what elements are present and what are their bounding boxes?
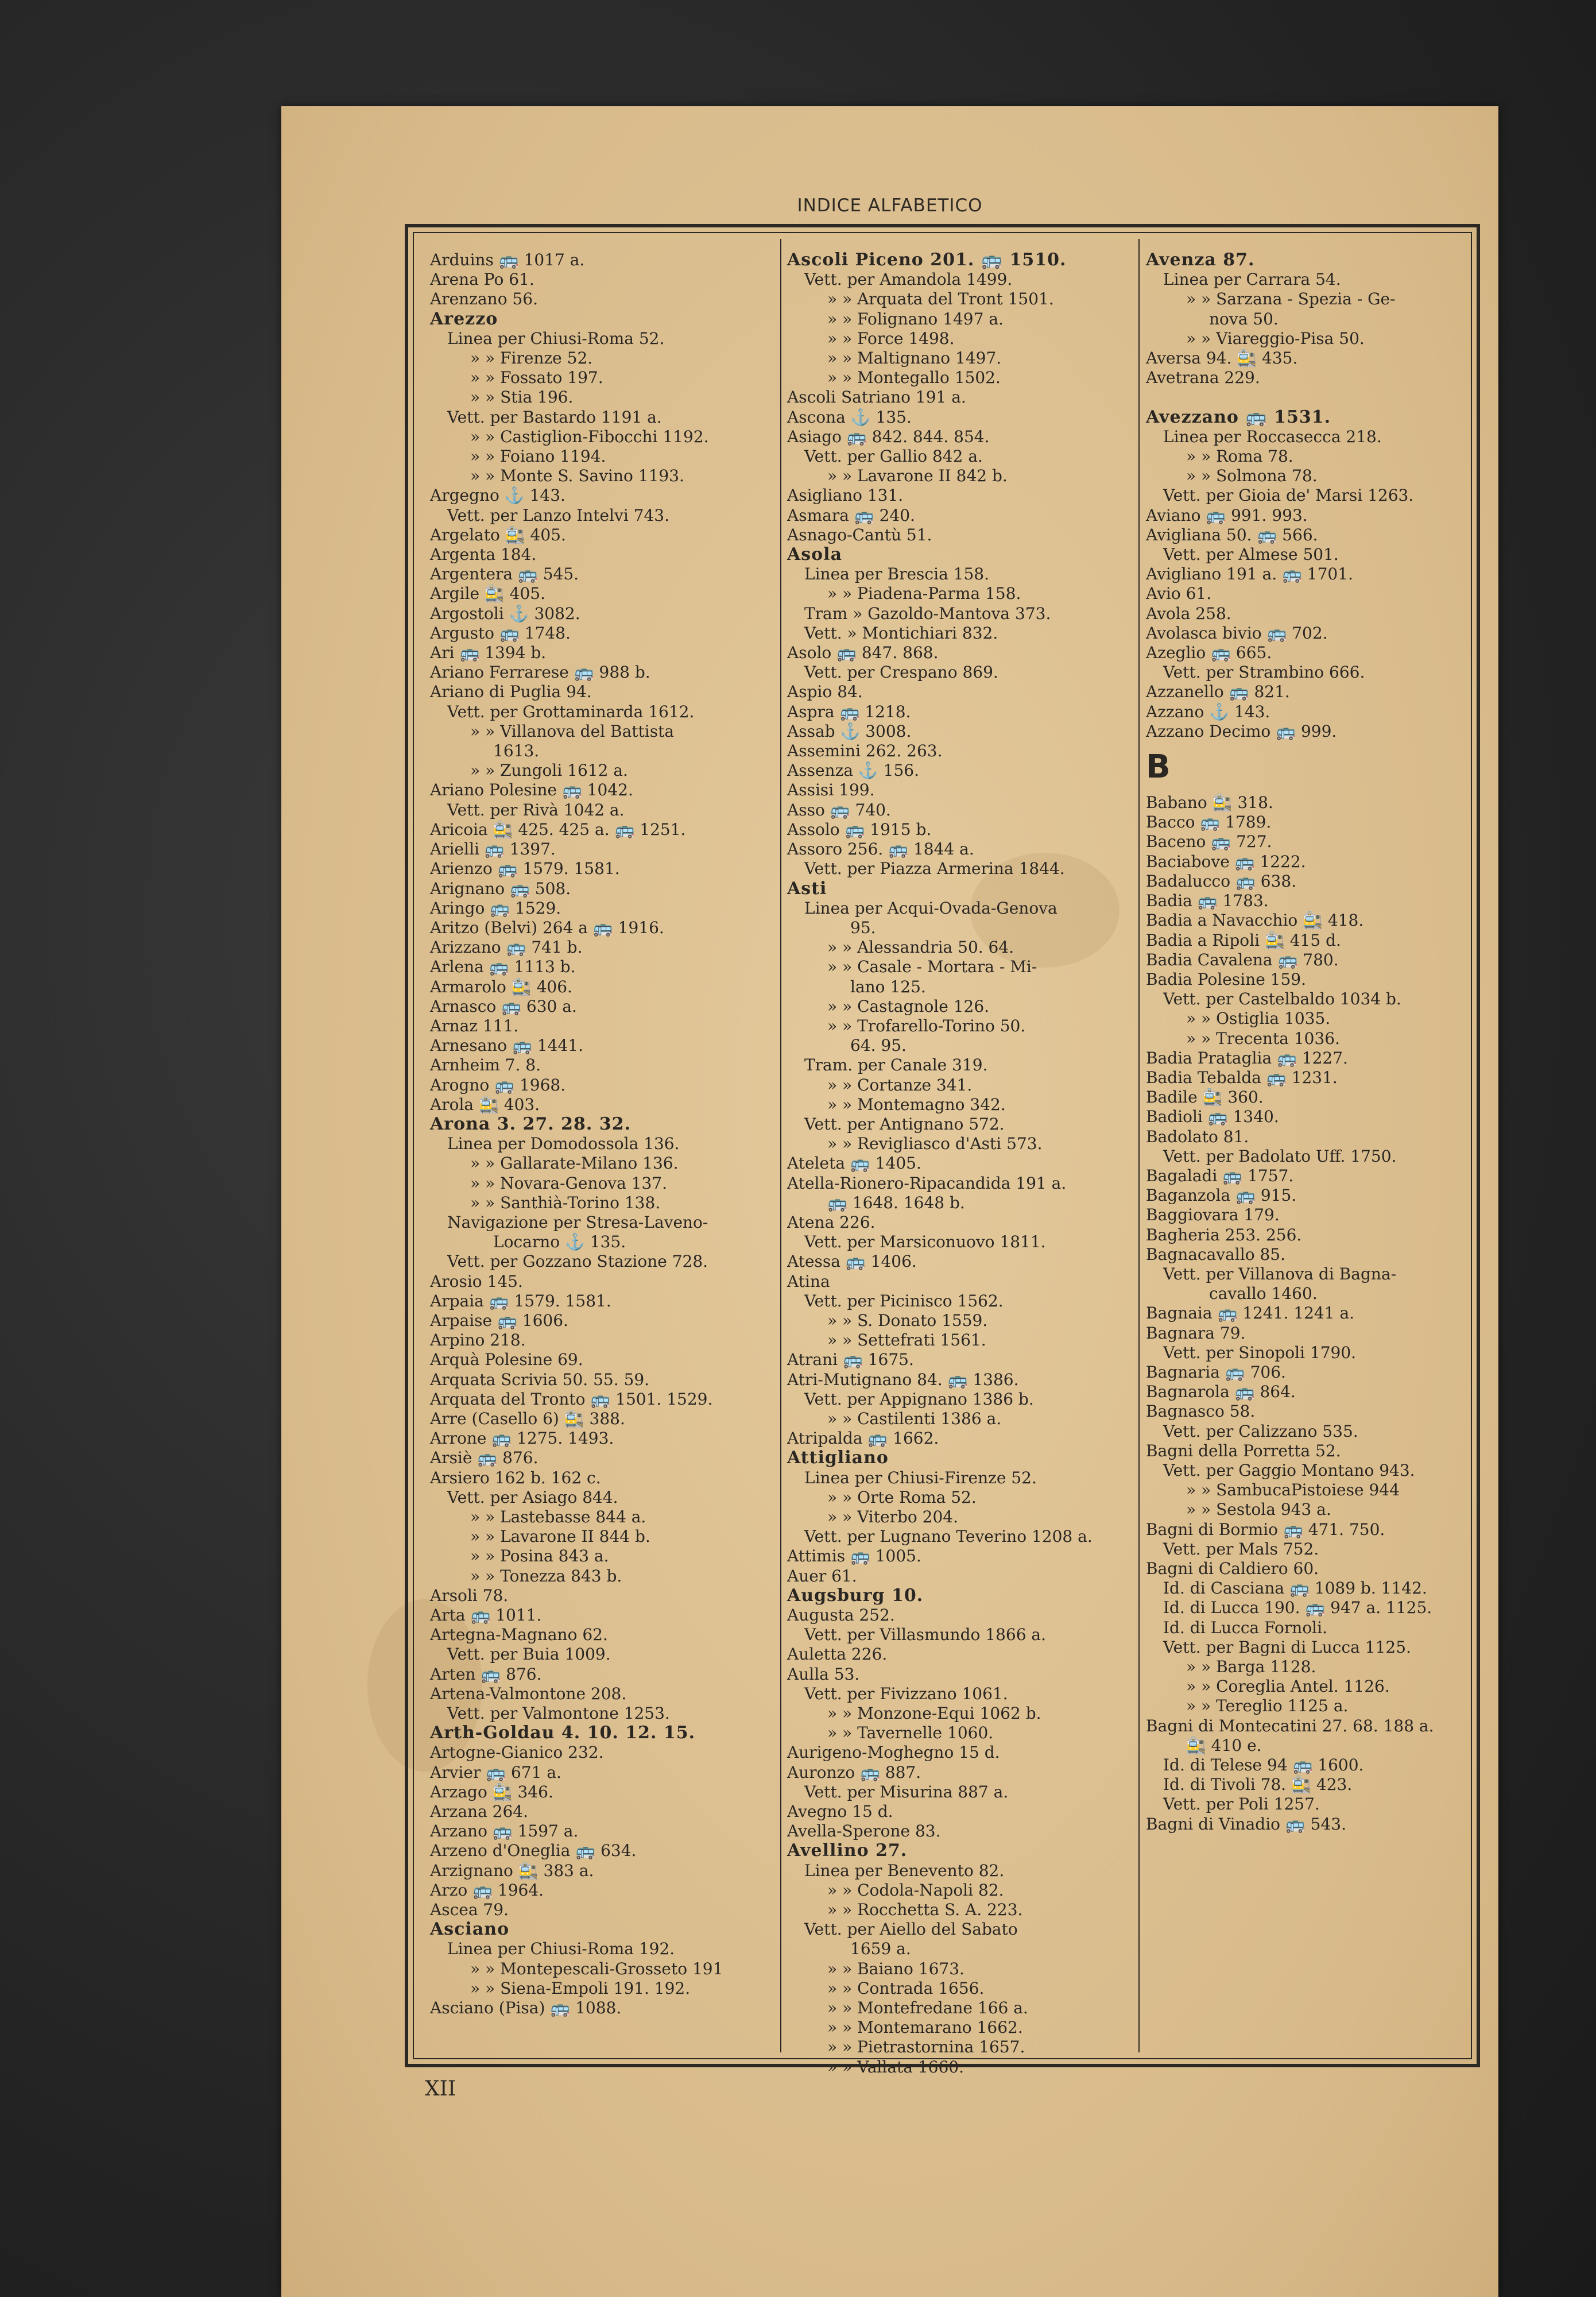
index-entry: Vett. per Villanova di Bagna- <box>1163 1264 1397 1283</box>
book-page <box>281 106 1498 2297</box>
index-entry: Atina <box>787 1271 830 1291</box>
index-entry: Arsoli 78. <box>430 1586 509 1605</box>
index-entry: Vett. per Castelbaldo 1034 b. <box>1163 989 1401 1009</box>
index-entry: » » Firenze 52. <box>470 349 593 368</box>
index-entry: » » Siena-Empoli 191. 192. <box>470 1978 691 1998</box>
index-entry: Vett. per Bastardo 1191 a. <box>447 407 662 427</box>
index-entry: Augusta 252. <box>787 1606 895 1625</box>
index-entry: Linea per Acqui-Ovada-Genova <box>804 898 1057 918</box>
index-entry: Linea per Chiusi-Roma 52. <box>447 328 665 348</box>
section-letter: B <box>1146 748 1171 786</box>
index-entry: Arpaia 🚌 1579. 1581. <box>430 1291 611 1310</box>
index-entry: 95. <box>850 918 876 937</box>
index-heading: Arezzo <box>430 308 498 329</box>
index-entry: Ateleta 🚌 1405. <box>787 1154 921 1173</box>
index-entry: » » Pietrastornina 1657. <box>827 2037 1025 2057</box>
index-entry: Id. di Lucca Fornoli. <box>1163 1618 1327 1637</box>
index-entry: Argostoli ⚓ 3082. <box>430 604 580 623</box>
index-entry: Vett. per Villasmundo 1866 a. <box>804 1625 1047 1645</box>
index-entry: Vett. per Valmontone 1253. <box>447 1704 670 1723</box>
index-entry: » » Rocchetta S. A. 223. <box>827 1900 1023 1920</box>
index-entry: » » Force 1498. <box>827 328 955 348</box>
index-entry: » » Solmona 78. <box>1186 466 1318 486</box>
index-entry: » » Zungoli 1612 a. <box>470 761 628 780</box>
index-entry: Bagni di Montecatini 27. 68. 188 a. <box>1146 1716 1434 1735</box>
index-entry: Vett. per Lugnano Teverino 1208 a. <box>804 1527 1093 1546</box>
index-entry: » » Cortanze 341. <box>827 1075 973 1095</box>
index-heading: Ascoli Piceno 201. 🚌 1510. <box>787 250 1067 270</box>
index-entry: 1659 a. <box>850 1939 911 1959</box>
index-entry: Arlena 🚌 1113 b. <box>430 957 576 977</box>
index-entry: Linea per Carrara 54. <box>1163 270 1341 289</box>
index-entry: Linea per Roccasecca 218. <box>1163 427 1382 446</box>
index-entry: Asolo 🚌 847. 868. <box>787 643 939 663</box>
index-entry: Ascona ⚓ 135. <box>787 407 912 427</box>
index-entry: Asso 🚌 740. <box>787 800 891 819</box>
index-entry: Avigliano 191 a. 🚌 1701. <box>1146 564 1353 584</box>
index-entry: » » Montepescali-Grosseto 191 <box>470 1959 723 1978</box>
index-entry: » » Codola-Napoli 82. <box>827 1880 1004 1900</box>
index-heading: Avellino 27. <box>787 1840 908 1861</box>
index-entry: Auer 61. <box>787 1566 857 1586</box>
index-entry: » » Casale - Mortara - Mi- <box>827 957 1037 977</box>
index-entry: Asnago-Cantù 51. <box>787 525 932 544</box>
index-entry: Arnaz 111. <box>430 1016 519 1035</box>
index-entry: Assoro 256. 🚌 1844 a. <box>787 840 974 859</box>
index-entry: Tram » Gazoldo-Mantova 373. <box>804 604 1051 623</box>
index-entry <box>1146 388 1479 407</box>
index-entry: Badia a Ripoli 🚉 415 d. <box>1146 930 1341 950</box>
index-entry: » » Montemagno 342. <box>827 1095 1006 1114</box>
index-entry: Vett. per Piazza Armerina 1844. <box>804 859 1065 879</box>
index-entry: Atessa 🚌 1406. <box>787 1252 917 1271</box>
index-entry: Vett. per Rivà 1042 a. <box>447 800 625 819</box>
index-entry: » » Tereglio 1125 a. <box>1186 1696 1349 1716</box>
index-entry: Arre (Casello 6) 🚉 388. <box>430 1409 625 1428</box>
index-entry: Arduins 🚌 1017 a. <box>430 250 585 269</box>
index-entry: Bagheria 253. 256. <box>1146 1225 1302 1244</box>
index-entry: Argenta 184. <box>430 545 537 564</box>
index-entry: Ariano Polesine 🚌 1042. <box>430 780 633 800</box>
index-entry: » » Lavarone II 842 b. <box>827 466 1008 486</box>
index-entry: Arola 🚉 403. <box>430 1095 540 1114</box>
index-entry: Vett. per Buia 1009. <box>447 1645 611 1664</box>
index-entry: Arizzano 🚌 741 b. <box>430 938 583 957</box>
index-entry: Bagnaria 🚌 706. <box>1146 1362 1286 1382</box>
index-entry: » » Sestola 943 a. <box>1186 1500 1331 1519</box>
index-entry: Baggiovara 179. <box>1146 1205 1280 1225</box>
index-entry: 64. 95. <box>850 1036 907 1055</box>
index-entry: Arogno 🚌 1968. <box>430 1075 566 1095</box>
index-entry: Azzano Decimo 🚌 999. <box>1146 721 1337 741</box>
index-heading: Asola <box>787 544 843 565</box>
index-entry: Id. di Casciana 🚌 1089 b. 1142. <box>1163 1579 1427 1598</box>
index-entry: Arpaise 🚌 1606. <box>430 1310 568 1330</box>
index-entry: Vett. per Fivizzano 1061. <box>804 1684 1008 1703</box>
index-entry: Avio 61. <box>1146 584 1212 604</box>
index-entry: Azeglio 🚌 665. <box>1146 643 1272 663</box>
index-entry: Assolo 🚌 1915 b. <box>787 819 932 839</box>
index-entry: Aringo 🚌 1529. <box>430 898 561 918</box>
index-entry: Bagni della Porretta 52. <box>1146 1441 1341 1460</box>
index-entry: Arnheim 7. 8. <box>430 1055 541 1075</box>
index-entry: 🚌 1648. 1648 b. <box>827 1193 965 1212</box>
index-entry: » » Lastebasse 844 a. <box>470 1507 646 1526</box>
index-entry: Arenzano 56. <box>430 289 538 309</box>
index-entry: Locarno ⚓ 135. <box>493 1232 626 1252</box>
index-entry: Bagni di Vinadio 🚌 543. <box>1146 1814 1347 1834</box>
index-entry: » » Alessandria 50. 64. <box>827 938 1014 957</box>
index-entry: Vett. per Almese 501. <box>1163 545 1339 564</box>
index-entry: Avella-Sperone 83. <box>787 1822 941 1841</box>
index-entry: » » Viterbo 204. <box>827 1507 958 1526</box>
index-heading: Asciano <box>430 1919 510 1940</box>
index-entry: Bagnarola 🚌 864. <box>1146 1382 1296 1402</box>
index-entry: Vett. per Antignano 572. <box>804 1114 1005 1134</box>
index-entry: Bacco 🚌 1789. <box>1146 813 1272 832</box>
index-heading: Avezzano 🚌 1531. <box>1146 407 1331 427</box>
index-entry: Vett. per Gioia de' Marsi 1263. <box>1163 486 1414 505</box>
index-entry: Badia a Navacchio 🚉 418. <box>1146 911 1364 930</box>
index-entry: Vett. » Montichiari 832. <box>804 623 998 643</box>
index-entry: » » Tavernelle 1060. <box>827 1723 994 1743</box>
index-entry: Atri-Mutignano 84. 🚌 1386. <box>787 1370 1019 1389</box>
index-entry: Arzano 🚌 1597 a. <box>430 1822 579 1841</box>
index-entry: Badalucco 🚌 638. <box>1146 871 1297 891</box>
index-entry: Assenza ⚓ 156. <box>787 761 920 780</box>
index-entry: Asiago 🚌 842. 844. 854. <box>787 427 990 446</box>
index-entry: » » Santhià-Torino 138. <box>470 1193 661 1212</box>
index-entry: Badia Cavalena 🚌 780. <box>1146 950 1339 969</box>
index-entry: Aviano 🚌 991. 993. <box>1146 505 1308 525</box>
index-entry: Vett. per Badolato Uff. 1750. <box>1163 1146 1397 1166</box>
index-entry: Linea per Chiusi-Firenze 52. <box>804 1468 1037 1487</box>
index-entry: » » Lavarone II 844 b. <box>470 1527 650 1546</box>
index-entry: Linea per Domodossola 136. <box>447 1134 680 1154</box>
index-entry: Badia Tebalda 🚌 1231. <box>1146 1068 1338 1087</box>
index-column-1 <box>430 250 774 2047</box>
index-entry: » » Tonezza 843 b. <box>470 1566 622 1586</box>
index-entry: Vett. per Picinisco 1562. <box>804 1291 1004 1310</box>
index-entry: Arzago 🚉 346. <box>430 1782 553 1801</box>
index-entry: Badolato 81. <box>1146 1127 1249 1146</box>
index-entry: Vett. per Gallio 842 a. <box>804 447 983 466</box>
index-heading: Asti <box>787 878 827 899</box>
index-entry: Aversa 94. 🚉 435. <box>1146 349 1298 368</box>
index-entry: Tram. per Canale 319. <box>804 1055 988 1075</box>
index-entry: Arzignano 🚉 383 a. <box>430 1861 594 1880</box>
index-entry: Badioli 🚌 1340. <box>1146 1107 1279 1127</box>
index-entry: lano 125. <box>850 977 926 996</box>
index-entry: Arnesano 🚌 1441. <box>430 1036 583 1055</box>
index-entry: Avigliana 50. 🚌 566. <box>1146 525 1318 544</box>
index-entry: Arrone 🚌 1275. 1493. <box>430 1429 614 1448</box>
index-entry: Arvier 🚌 671 a. <box>430 1762 561 1782</box>
index-entry: » » Montegallo 1502. <box>827 368 1001 388</box>
index-entry: Arnasco 🚌 630 a. <box>430 996 577 1016</box>
index-entry: » » Trofarello-Torino 50. <box>827 1016 1026 1035</box>
index-entry: Vett. per Bagni di Lucca 1125. <box>1163 1637 1411 1657</box>
index-entry: » » Fossato 197. <box>470 368 603 388</box>
index-entry: Vett. per Gozzano Stazione 728. <box>447 1252 708 1271</box>
index-entry: Arta 🚌 1011. <box>430 1606 542 1625</box>
index-entry: Arsiè 🚌 876. <box>430 1448 539 1468</box>
index-entry: Bagnaia 🚌 1241. 1241 a. <box>1146 1304 1355 1323</box>
index-entry: Atripalda 🚌 1662. <box>787 1429 939 1448</box>
index-entry: Aulla 53. <box>787 1664 860 1684</box>
index-entry: Bagnara 79. <box>1146 1323 1246 1343</box>
index-entry: » » Foiano 1194. <box>470 447 606 466</box>
index-entry: Armarolo 🚉 406. <box>430 977 572 996</box>
index-entry: » » Posina 843 a. <box>470 1546 609 1566</box>
index-entry: Asmara 🚌 240. <box>787 505 915 525</box>
index-entry: Argegno ⚓ 143. <box>430 486 565 505</box>
index-entry: Vett. per Gaggio Montano 943. <box>1163 1460 1415 1480</box>
index-entry: » » Stia 196. <box>470 388 574 407</box>
index-entry: Azzanello 🚌 821. <box>1146 682 1290 702</box>
index-entry: Baciabove 🚌 1222. <box>1146 852 1306 871</box>
index-entry: Vett. per Crespano 869. <box>804 663 998 682</box>
index-entry: Navigazione per Stresa-Laveno- <box>447 1212 708 1232</box>
index-entry: » » Contrada 1656. <box>827 1978 985 1998</box>
index-entry: Assemini 262. 263. <box>787 741 943 761</box>
index-entry: Vett. per Lanzo Intelvi 743. <box>447 505 670 525</box>
index-entry: » » Villanova del Battista <box>470 721 675 741</box>
index-entry: Linea per Brescia 158. <box>804 564 989 584</box>
index-entry: Bagaladi 🚌 1757. <box>1146 1166 1294 1185</box>
index-entry: » » Castiglion-Fibocchi 1192. <box>470 427 709 446</box>
index-entry: Bagnasco 58. <box>1146 1402 1256 1421</box>
index-entry: » » Maltignano 1497. <box>827 349 1002 368</box>
index-entry: » » Montemarano 1662. <box>827 2018 1023 2037</box>
index-entry: Argelato 🚉 405. <box>430 525 566 544</box>
index-entry: Ariano di Puglia 94. <box>430 682 592 702</box>
index-entry: Avolasca bivio 🚌 702. <box>1146 623 1328 643</box>
index-column-2 <box>787 250 1137 2076</box>
index-heading: Arona 3. 27. 28. 32. <box>430 1113 632 1134</box>
index-entry: Aritzo (Belvi) 264 a 🚌 1916. <box>430 918 664 937</box>
index-entry: Ascoli Satriano 191 a. <box>787 388 966 407</box>
index-entry: Atena 226. <box>787 1212 876 1232</box>
index-entry: Bagnacavallo 85. <box>1146 1244 1286 1264</box>
index-entry: » » Novara-Genova 137. <box>470 1173 668 1193</box>
index-entry: Arpino 218. <box>430 1331 526 1350</box>
index-frame-inner <box>413 232 1472 2076</box>
index-entry: Arielli 🚌 1397. <box>430 840 556 859</box>
index-entry: Vett. per Amandola 1499. <box>804 270 1013 289</box>
index-entry: Id. di Lucca 190. 🚌 947 a. 1125. <box>1163 1598 1432 1618</box>
index-entry: » » Baiano 1673. <box>827 1959 964 1978</box>
index-heading: Avenza 87. <box>1146 250 1255 270</box>
index-entry: Auletta 226. <box>787 1645 888 1664</box>
index-entry: » » Monzone-Equi 1062 b. <box>827 1704 1041 1723</box>
index-entry: Badia Prataglia 🚌 1227. <box>1146 1048 1348 1068</box>
index-entry: Arquà Polesine 69. <box>430 1350 583 1370</box>
index-entry: » » Piadena-Parma 158. <box>827 584 1021 604</box>
index-column-3 <box>1146 250 1479 2047</box>
index-entry: Atella-Rionero-Ripacandida 191 a. <box>787 1173 1067 1193</box>
index-entry: Bagni di Bormio 🚌 471. 750. <box>1146 1519 1385 1539</box>
index-entry: Asciano (Pisa) 🚌 1088. <box>430 1998 622 2018</box>
index-entry: » » Montefredane 166 a. <box>827 1998 1028 2018</box>
index-entry: Vett. per Misurina 887 a. <box>804 1782 1009 1801</box>
index-entry: Avola 258. <box>1146 604 1231 623</box>
index-entry: 🚉 410 e. <box>1186 1735 1262 1755</box>
index-entry: Attimis 🚌 1005. <box>787 1546 921 1566</box>
index-entry: Vett. per Poli 1257. <box>1163 1795 1320 1814</box>
index-heading: Arth-Goldau 4. 10. 12. 15. <box>430 1723 696 1743</box>
column-rule <box>780 239 781 2052</box>
index-entry: Assab ⚓ 3008. <box>787 721 912 741</box>
index-entry: » » Folignano 1497 a. <box>827 309 1004 328</box>
index-entry: Arienzo 🚌 1579. 1581. <box>430 859 620 879</box>
index-entry: Aurigeno-Moghegno 15 d. <box>787 1743 1000 1762</box>
index-entry: » » Trecenta 1036. <box>1186 1028 1340 1048</box>
index-entry: nova 50. <box>1209 309 1279 328</box>
column-rule <box>1138 239 1140 2052</box>
index-entry: Babano 🚉 318. <box>1146 793 1273 813</box>
index-frame <box>405 224 1480 2076</box>
index-entry: Arena Po 61. <box>430 270 534 289</box>
index-entry: Ari 🚌 1394 b. <box>430 643 547 663</box>
index-entry: » » Sarzana - Spezia - Ge- <box>1186 289 1396 309</box>
index-entry: » » Revigliasco d'Asti 573. <box>827 1134 1043 1154</box>
index-heading: Attigliano <box>787 1448 889 1468</box>
page-number: XII <box>425 2077 456 2101</box>
index-entry: Vett. per Mals 752. <box>1163 1539 1319 1559</box>
index-entry: Arten 🚌 876. <box>430 1664 542 1684</box>
index-entry: Vett. per Marsiconuovo 1811. <box>804 1232 1046 1252</box>
index-entry: Avegno 15 d. <box>787 1802 893 1822</box>
index-entry: » » Gallarate-Milano 136. <box>470 1154 679 1173</box>
index-entry: Id. di Tivoli 78. 🚉 423. <box>1163 1775 1353 1795</box>
index-entry: » » Viareggio-Pisa 50. <box>1186 328 1365 348</box>
index-entry: Auronzo 🚌 887. <box>787 1762 921 1782</box>
index-entry: Argile 🚉 405. <box>430 584 546 604</box>
index-entry: Azzano ⚓ 143. <box>1146 702 1270 721</box>
index-entry: Aspra 🚌 1218. <box>787 702 911 721</box>
index-entry: Linea per Benevento 82. <box>804 1861 1005 1880</box>
index-entry: Assisi 199. <box>787 780 875 800</box>
index-entry: Aricoia 🚉 425. 425 a. 🚌 1251. <box>430 819 686 839</box>
index-entry: » » Arquata del Tront 1501. <box>827 289 1054 309</box>
index-entry: Arosio 145. <box>430 1271 523 1291</box>
index-entry: Badia 🚌 1783. <box>1146 891 1269 911</box>
index-entry: Bagni di Caldiero 60. <box>1146 1559 1319 1578</box>
index-entry: » » Monte S. Savino 1193. <box>470 466 684 486</box>
running-title: INDICE ALFABETICO <box>797 195 983 216</box>
index-entry: Arzana 264. <box>430 1802 529 1822</box>
index-entry: » » Settefrati 1561. <box>827 1331 986 1350</box>
index-entry: » » Castagnole 126. <box>827 996 990 1016</box>
index-entry: 1613. <box>493 741 540 761</box>
index-entry: » » SambucaPistoiese 944 <box>1186 1480 1400 1500</box>
index-entry: Vett. per Grottaminarda 1612. <box>447 702 695 721</box>
index-entry: Badia Polesine 159. <box>1146 969 1307 989</box>
index-entry: Ascea 79. <box>430 1900 509 1920</box>
index-entry: Vett. per Asiago 844. <box>447 1487 618 1507</box>
index-entry: Aspio 84. <box>787 682 863 702</box>
index-entry: Baceno 🚌 727. <box>1146 832 1272 852</box>
index-heading: Augsburg 10. <box>787 1585 924 1606</box>
index-entry: Arzo 🚌 1964. <box>430 1880 544 1900</box>
index-entry: Argusto 🚌 1748. <box>430 623 571 643</box>
index-entry: Badile 🚉 360. <box>1146 1088 1264 1107</box>
index-entry: cavallo 1460. <box>1209 1284 1318 1304</box>
index-entry: Arquata del Tronto 🚌 1501. 1529. <box>430 1389 713 1409</box>
index-entry: Linea per Chiusi-Roma 192. <box>447 1939 675 1959</box>
index-entry: Arquata Scrivia 50. 55. 59. <box>430 1370 650 1389</box>
index-entry: Artena-Valmontone 208. <box>430 1684 627 1703</box>
index-entry: Arzeno d'Oneglia 🚌 634. <box>430 1841 637 1861</box>
index-entry: Vett. per Calizzano 535. <box>1163 1421 1358 1441</box>
index-entry: Ariano Ferrarese 🚌 988 b. <box>430 663 650 682</box>
index-entry: Vett. per Sinopoli 1790. <box>1163 1343 1357 1362</box>
index-entry: » » Barga 1128. <box>1186 1657 1316 1677</box>
index-entry: Atrani 🚌 1675. <box>787 1350 914 1370</box>
index-entry: Artegna-Magnano 62. <box>430 1625 608 1645</box>
index-entry: Avetrana 229. <box>1146 368 1260 388</box>
index-entry: » » Roma 78. <box>1186 447 1293 466</box>
index-entry: » » Castilenti 1386 a. <box>827 1409 1002 1428</box>
index-entry: » » Ostiglia 1035. <box>1186 1009 1331 1028</box>
index-entry: » » Coreglia Antel. 1126. <box>1186 1677 1390 1696</box>
index-entry: Vett. per Aiello del Sabato <box>804 1920 1018 1939</box>
index-entry: » » Vallata 1660. <box>827 2057 964 2076</box>
index-entry: Id. di Telese 94 🚌 1600. <box>1163 1755 1364 1775</box>
index-entry: Argentera 🚌 545. <box>430 564 579 584</box>
index-entry: Artogne-Gianico 232. <box>430 1743 604 1762</box>
index-entry: Asigliano 131. <box>787 486 904 505</box>
index-entry: Arsiero 162 b. 162 c. <box>430 1468 601 1487</box>
index-entry: Vett. per Appignano 1386 b. <box>804 1389 1034 1409</box>
index-entry: Baganzola 🚌 915. <box>1146 1186 1297 1205</box>
index-entry: Arignano 🚌 508. <box>430 879 571 898</box>
index-entry: » » Orte Roma 52. <box>827 1487 977 1507</box>
index-entry: Vett. per Strambino 666. <box>1163 663 1365 682</box>
index-entry: » » S. Donato 1559. <box>827 1310 988 1330</box>
